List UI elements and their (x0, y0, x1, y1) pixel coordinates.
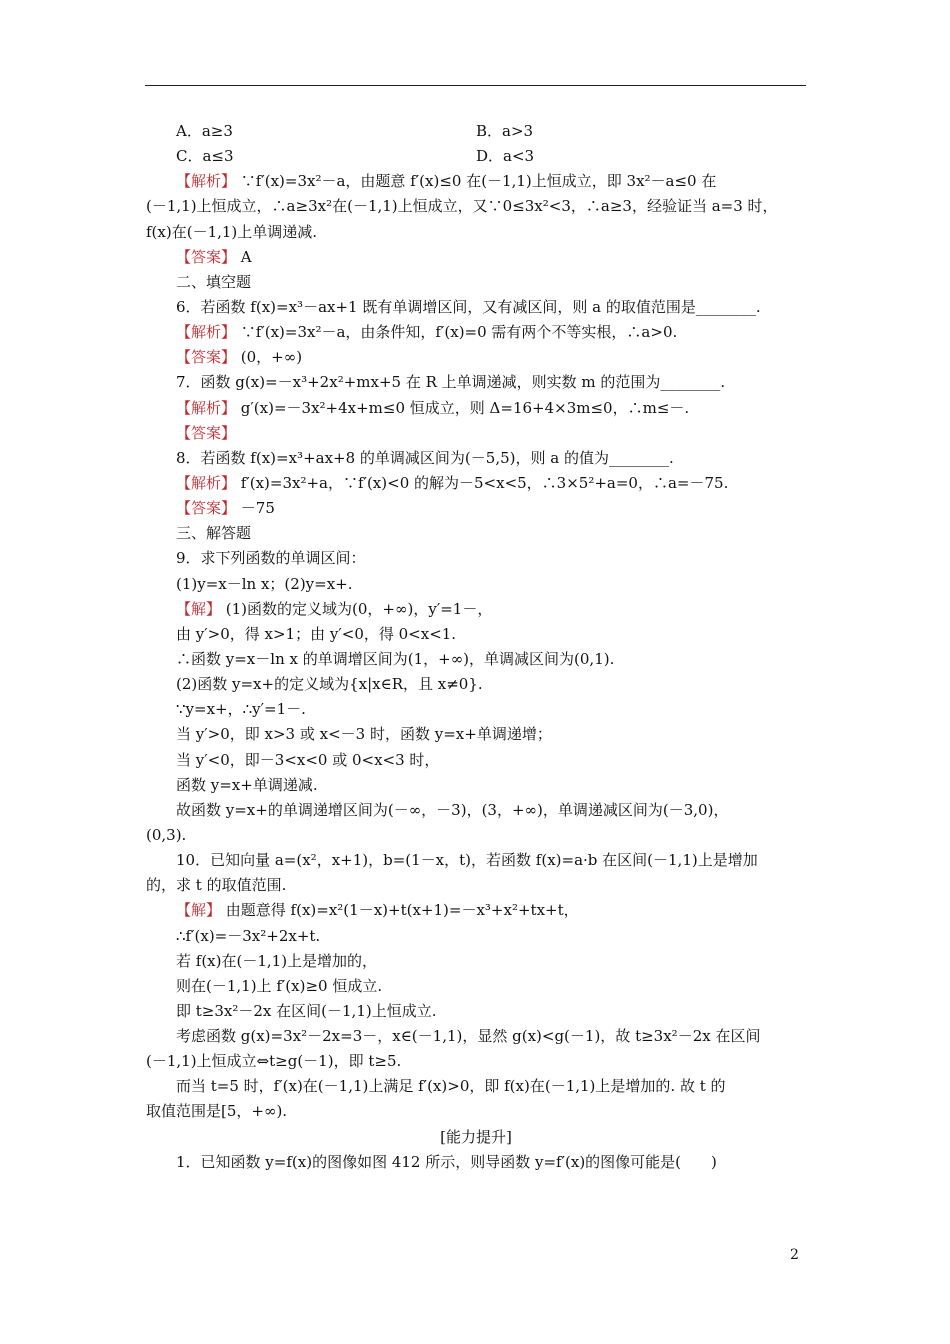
answer-tag: 【答案】 (176, 348, 237, 367)
line-text: 10．已知向量 a=(x²，x+1)，b=(1－x，t)，若函数 f(x)=a·b 在区间(－1,1)上是增加 (176, 851, 758, 870)
line-text: 函数 y=x+单调递减. (176, 775, 318, 794)
answer-tag: 【解析】 (176, 323, 237, 342)
line-text: (－1,1)上恒成立⇔t≥g(－1)，即 t≥5. (146, 1052, 402, 1071)
text-line-q9-jie-9 (146, 798, 806, 823)
answer-tag: 【解】 (176, 599, 222, 618)
text-line-q10-2 (146, 873, 806, 898)
text-line-section-3 (146, 521, 806, 546)
line-text: (1)y=x－ln x；(2)y=x+. (176, 574, 353, 593)
answer-tag: 【解析】 (176, 172, 237, 191)
text-line-section-2 (146, 270, 806, 295)
line-text: 三、解答题 (176, 524, 252, 543)
line-text: ∴f′(x)=－3x²+2x+t. (176, 926, 321, 945)
line-text: 当 y′<0，即－3<x<0 或 0<x<3 时， (176, 750, 440, 769)
choice-row (146, 119, 806, 144)
text-line-q9-jie-2 (146, 622, 806, 647)
text-line-q7-jiexi (146, 396, 806, 421)
answer-tag: 【答案】 (176, 423, 237, 442)
final-question: 1．已知函数 y=f(x)的图像如图 412 所示，则导函数 y=f′(x)的图像可能是( ) (176, 1152, 717, 1171)
line-text: 由题意得 f(x)=x²(1－x)+t(x+1)=－x³+x²+tx+t， (221, 901, 579, 920)
text-line-q8-answer (146, 496, 806, 521)
line-text: 而当 t=5 时，f′(x)在(－1,1)上满足 f′(x)>0，即 f(x)在(－1,1)上是增加的. 故 t 的 (176, 1077, 726, 1096)
choice-d: D．a<3 (476, 147, 535, 166)
text-line-q7-answer (146, 421, 806, 446)
line-text: (－1,1)上恒成立，∴a≥3x²在(－1,1)上恒成立，又∵0≤3x²<3，∴a≥3，经验证当 a=3 时， (146, 197, 778, 216)
line-text: (2)函数 y=x+的定义域为{x|x∈R，且 x≠0}. (176, 675, 483, 694)
text-line-q9-jie-7 (146, 748, 806, 773)
text-line-q9-jie-6 (146, 722, 806, 747)
line-text: 故函数 y=x+的单调递增区间为(－∞，－3)，(3，+∞)，单调递减区间为(－3,0)， (176, 800, 729, 819)
line-text: (0，+∞) (236, 348, 303, 367)
text-line-q10-jie-9 (146, 1099, 806, 1124)
choice-a: A．a≥3 (176, 122, 233, 140)
answer-tag: 【答案】 (176, 247, 237, 266)
text-line-q10-jie-4 (146, 974, 806, 999)
text-line-q6 (146, 295, 806, 320)
text-line-q10-jie-6 (146, 1024, 806, 1049)
line-text: ∵f′(x)=3x²－a，由条件知，f′(x)=0 需有两个不等实根，∴a>0. (236, 323, 678, 342)
text-line-q5-jiexi-1 (146, 169, 806, 194)
line-text: 若 f(x)在(－1,1)上是增加的， (176, 951, 378, 970)
line-text: A (236, 247, 252, 266)
choice-b: B．a>3 (476, 122, 534, 140)
text-line-q7 (146, 370, 806, 395)
answer-tag: 【答案】 (176, 499, 237, 518)
answer-tag: 【解析】 (176, 398, 237, 417)
line-text: 的，求 t 的取值范围. (146, 876, 287, 895)
line-text: f′(x)=3x²+a，∵f′(x)<0 的解为－5<x<5，∴3×5²+a=0，∴a=－75. (236, 473, 729, 492)
text-line-q9-jie-8 (146, 773, 806, 798)
document-body (146, 119, 806, 1175)
line-text: 取值范围是[5，+∞). (146, 1102, 288, 1121)
text-line-q9 (146, 546, 806, 571)
text-line-q10-jie-5 (146, 999, 806, 1024)
text-line-q9-parts (146, 572, 806, 597)
line-text: 则在(－1,1)上 f′(x)≥0 恒成立. (176, 976, 383, 995)
line-text: ∵y=x+，∴y′=1－. (176, 700, 306, 719)
page-number: 2 (790, 1247, 799, 1263)
answer-tag: 【解析】 (176, 473, 237, 492)
text-line-q9-jie-10 (146, 823, 806, 848)
line-text: 8．若函数 f(x)=x³+ax+8 的单调减区间为(－5,5)，则 a 的值为________. (176, 448, 674, 467)
text-line-q6-answer (146, 345, 806, 370)
text-line-q10-jie-2 (146, 924, 806, 949)
line-text: 6．若函数 f(x)=x³－ax+1 既有单调增区间，又有减区间，则 a 的取值范围是________. (176, 297, 761, 316)
line-text: 二、填空题 (176, 272, 252, 291)
text-lines (146, 169, 806, 1124)
answer-tag: 【解】 (176, 901, 222, 920)
text-line-q10-jie-1 (146, 898, 806, 923)
text-line-q5-jiexi-3 (146, 220, 806, 245)
choice-row (146, 144, 806, 169)
line-text: ∵f′(x)=3x²－a，由题意 f′(x)≤0 在(－1,1)上恒成立，即 3x²－a≤0 在 (236, 172, 717, 191)
choice-c: C．a≤3 (176, 147, 234, 166)
text-line-q10-jie-8 (146, 1074, 806, 1099)
text-line-q10-jie-7 (146, 1049, 806, 1074)
line-text: 即 t≥3x²－2x 在区间(－1,1)上恒成立. (176, 1001, 437, 1020)
line-text: f(x)在(－1,1)上单调递减. (146, 222, 318, 241)
text-line-q5-answer (146, 245, 806, 270)
text-line-q8-jiexi (146, 471, 806, 496)
text-line-q9-jie-5 (146, 697, 806, 722)
line-text: 9．求下列函数的单调区间： (176, 549, 366, 568)
line-text: (0,3). (146, 825, 187, 844)
line-text: g′(x)=－3x²+4x+m≤0 恒成立，则 Δ=16+4×3m≤0，∴m≤－. (236, 398, 690, 417)
text-line-q9-jie-3 (146, 647, 806, 672)
text-line-q5-jiexi-2 (146, 194, 806, 219)
text-line-q10-1 (146, 848, 806, 873)
line-text: 当 y′>0，即 x>3 或 x<－3 时，函数 y=x+单调递增； (176, 725, 552, 744)
text-line-q9-jie-4 (146, 672, 806, 697)
line-text: 考虑函数 g(x)=3x²－2x=3－，x∈(－1,1)，显然 g(x)<g(－1)，故 t≥3x²－2x 在区间 (176, 1027, 761, 1046)
line-text: －75 (236, 499, 275, 518)
text-line-q8 (146, 446, 806, 471)
text-line-q6-jiexi (146, 320, 806, 345)
line-text: 由 y′>0，得 x>1；由 y′<0，得 0<x<1. (176, 624, 457, 643)
ability-heading: [能力提升] (440, 1127, 512, 1146)
line-text: 7．函数 g(x)=－x³+2x²+mx+5 在 R 上单调递减，则实数 m 的范围为________. (176, 373, 726, 392)
header-rule (145, 85, 806, 86)
line-text: ∴函数 y=x－ln x 的单调增区间为(1，+∞)，单调减区间为(0,1). (176, 649, 615, 668)
line-text: (1)函数的定义域为(0，+∞)，y′=1－， (221, 599, 493, 618)
text-line-q9-jie-1 (146, 597, 806, 622)
text-line-q10-jie-3 (146, 949, 806, 974)
